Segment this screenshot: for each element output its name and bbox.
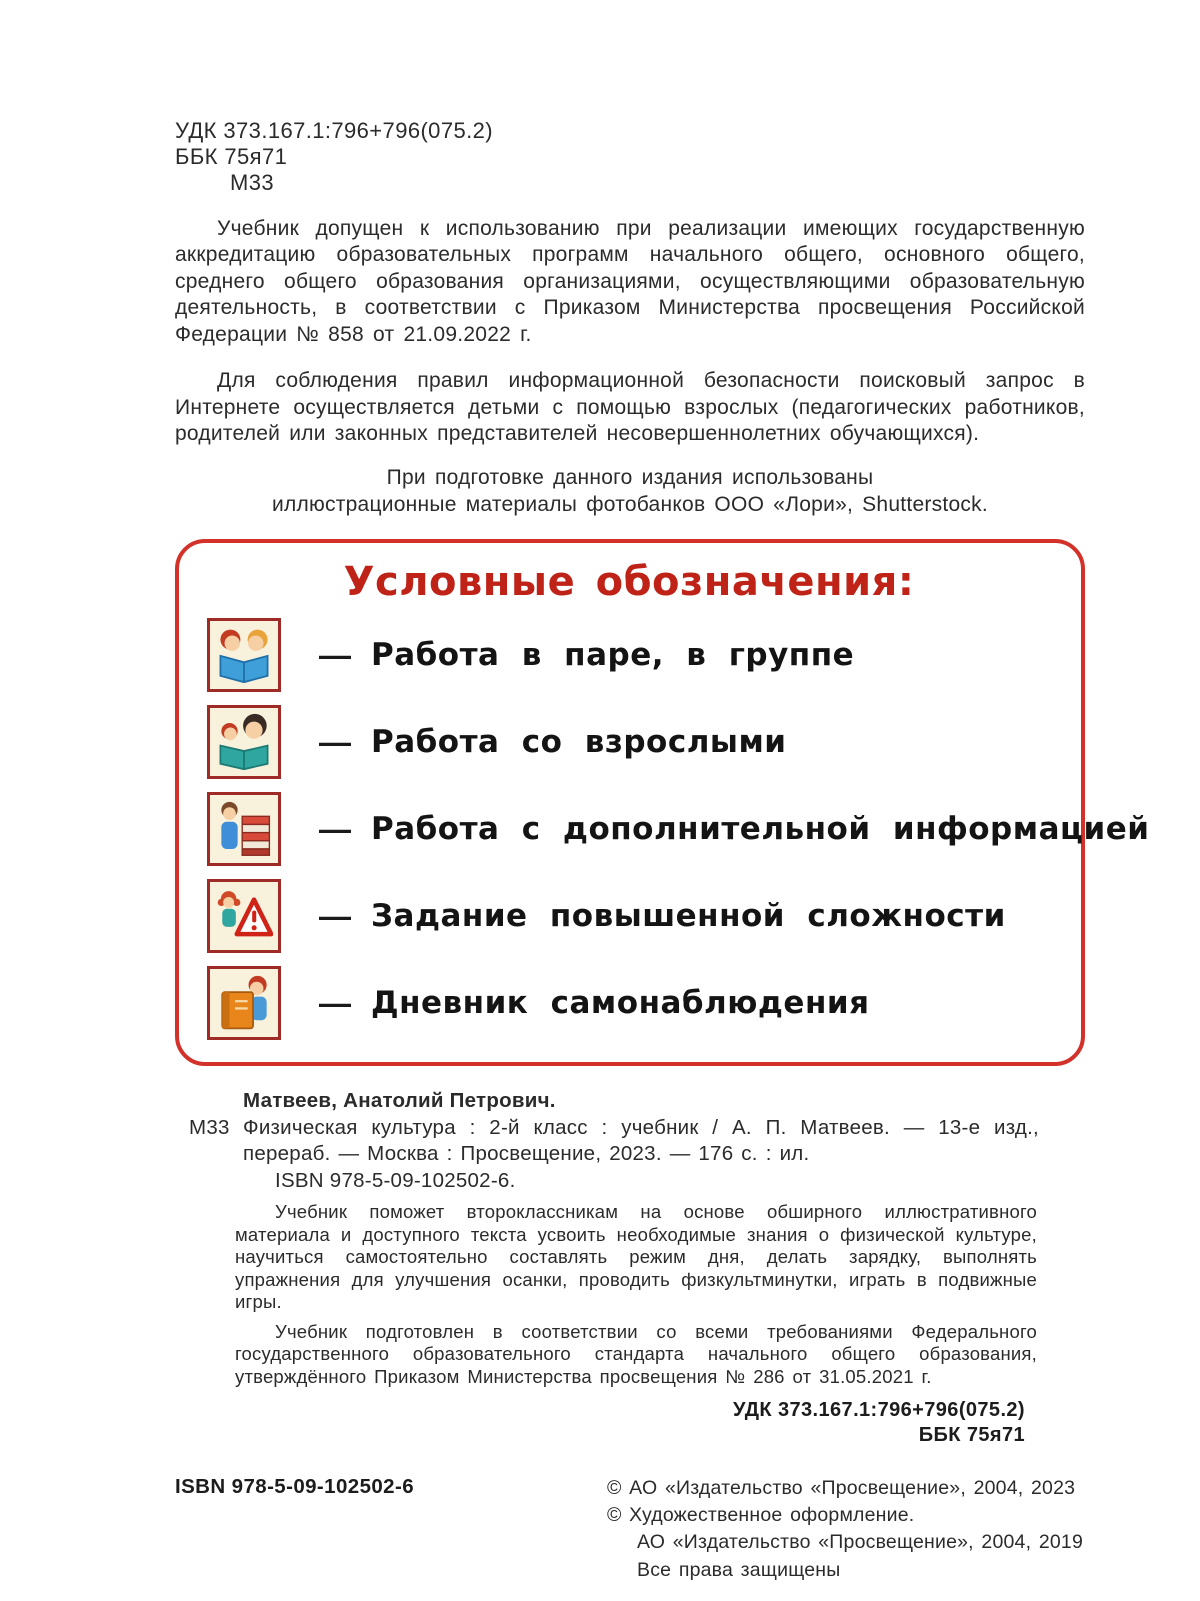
- photo-credits-paragraph: [175, 465, 1085, 519]
- annotation-paragraph-2: Учебник подготовлен в соответствии со всеми требованиями Федерального государственного образовательного стандарта начального общего образования, утверждённого Приказом Министерства просвещения № 286 от 31.05.2021 г.: [235, 1320, 1037, 1388]
- m33-line: М33: [230, 169, 274, 195]
- copyright-line-3: АО «Издательство «Просвещение», 2004, 2019: [637, 1531, 1083, 1554]
- annotation-paragraph-1: Учебник поможет второклассникам на основе обширного иллюстративного материала и доступного текста усвоить необходимые знания о физической культуре, научиться самостоятельно составлять режим дня, делать зарядку, выполнять упражнения для улучшения осанки, проводить физкультминутки, играть в подвижные игры.: [235, 1201, 1037, 1313]
- work-with-adults-icon: [207, 705, 281, 779]
- legend-item-label: Работа с дополнительной информацией: [371, 811, 1150, 848]
- copyright-line-4: Все права защищены: [637, 1558, 841, 1581]
- legend-item-diary: [207, 966, 1051, 1040]
- author-line: Матвеев, Анатолий Петрович.: [243, 1089, 556, 1113]
- bibliographic-description: Физическая культура : 2-й класс : учебник / А. П. Матвеев. — 13-е изд., перераб. — Москва : Просвещение, 2023. — 176 с. : ил.: [243, 1116, 1039, 1165]
- self-observation-diary-icon: [207, 966, 281, 1040]
- udk-line: УДК 373.167.1:796+796(075.2): [175, 118, 493, 143]
- extra-information-icon: [207, 792, 281, 866]
- copyright-line-1: © АО «Издательство «Просвещение», 2004, 2023: [607, 1476, 1076, 1499]
- advanced-task-icon: [207, 879, 281, 953]
- page-footer: [175, 1475, 1085, 1584]
- legend-item-extra-information: [207, 792, 1150, 866]
- internet-safety-paragraph: Для соблюдения правил информационной безопасности поисковый запрос в Интернете осуществляется детьми с помощью взрослых (педагогических работников, родителей или законных представителей несовершеннолетних обучающихся).: [175, 369, 1085, 446]
- photo-credits-line-2: иллюстрационные материалы фотобанков ООО «Лори», Shutterstock.: [272, 493, 988, 517]
- bibliographic-entry: [175, 1115, 1085, 1166]
- legend-item-label: Работа в паре, в группе: [371, 637, 855, 674]
- legend-title: Условные обозначения:: [343, 559, 915, 606]
- accreditation-paragraph: Учебник допущен к использованию при реализации имеющих государственную аккредитацию образовательных программ начального общего, основного общего, среднего общего образования организациями, осуществляющими образовательную деятельность, в соответствии с Приказом Министерства просвещения Российской Федерации № 858 от 21.09.2022 г.: [175, 216, 1085, 346]
- photo-credits-line-1: При подготовке данного издания использованы: [386, 466, 874, 490]
- classification-block: [175, 118, 1085, 196]
- legend-dash: —: [319, 984, 351, 1021]
- legend-dash: —: [319, 810, 351, 847]
- copyright-line-2: © Художественное оформление.: [607, 1504, 915, 1527]
- legend-item-label: Работа со взрослыми: [371, 724, 787, 761]
- m33-code: М33: [189, 1116, 230, 1140]
- legend-box: [175, 539, 1150, 1066]
- classification-bottom-block: [175, 1398, 1025, 1449]
- legend-item-with-adults: [207, 705, 1051, 779]
- legend-dash: —: [319, 636, 351, 673]
- legend-dash: —: [319, 897, 351, 934]
- legend-item-advanced-task: [207, 879, 1051, 953]
- legend-dash: —: [319, 723, 351, 760]
- isbn-footer: ISBN 978-5-09-102502-6: [175, 1474, 414, 1498]
- legend-item-label: Дневник самонаблюдения: [371, 985, 870, 1022]
- bbk-line: ББК 75я71: [175, 143, 288, 169]
- isbn-imprint-line: ISBN 978-5-09-102502-6.: [275, 1169, 516, 1193]
- copyright-block: [607, 1475, 1085, 1584]
- legend-item-pair-group: [207, 618, 1051, 692]
- bbk-bottom-line: ББК 75я71: [918, 1424, 1025, 1447]
- pair-group-work-icon: [207, 618, 281, 692]
- udk-bottom-line: УДК 373.167.1:796+796(075.2): [732, 1398, 1025, 1421]
- legend-item-label: Задание повышенной сложности: [371, 898, 1006, 935]
- imprint-block: [175, 1088, 1085, 1449]
